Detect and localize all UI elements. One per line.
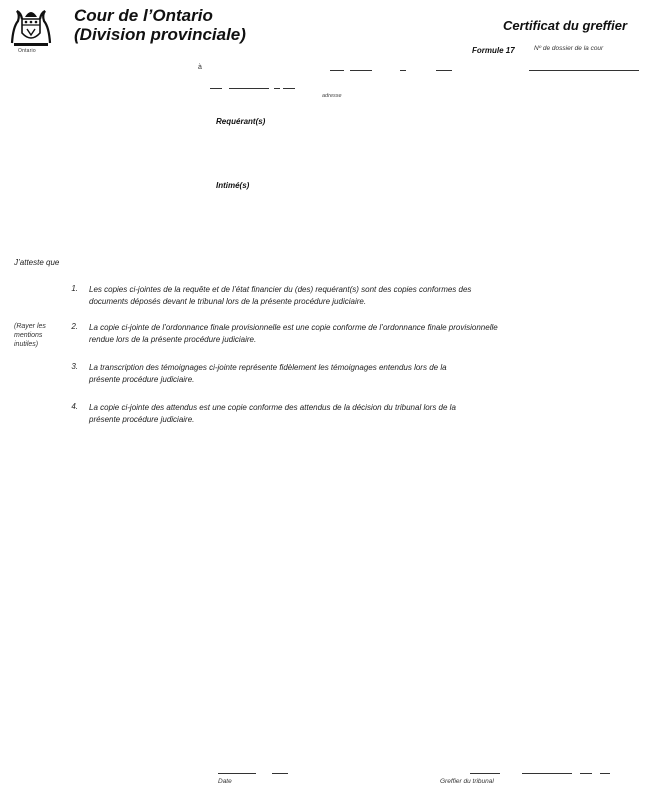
court-division: (Division provinciale) [74, 25, 246, 44]
crest-caption: Ontario [18, 48, 36, 54]
address-field-segment[interactable] [210, 88, 222, 89]
court-title [74, 6, 246, 44]
strike-out-note: (Rayer les mentions inutiles) [14, 323, 46, 348]
clerk-signature-segment[interactable] [580, 773, 592, 774]
location-field-segment[interactable] [350, 70, 372, 71]
court-file-number-field[interactable] [529, 70, 639, 71]
address-field-segment[interactable] [283, 88, 295, 89]
form-number: Formule 17 [472, 46, 515, 55]
attestation-item [89, 362, 609, 386]
clerk-signature-segment[interactable] [522, 773, 572, 774]
form-title: Certificat du greffier [503, 18, 628, 33]
address-caption: adresse [322, 93, 342, 99]
attestation-item [89, 284, 609, 308]
clerk-signature-segment[interactable] [470, 773, 500, 774]
clerk-signature-segment[interactable] [600, 773, 610, 774]
attestation-intro: J’atteste que [14, 258, 60, 267]
item-number: 2. [71, 322, 78, 331]
item-line: La copie ci-jointe des attendus est une copie conforme des attendus de la décision du tribunal lors de la [89, 403, 456, 412]
item-line: documents déposés devant le tribunal lors de la présente procédure judiciaire. [89, 297, 367, 306]
address-field-segment[interactable] [274, 88, 280, 89]
location-field-segment[interactable] [436, 70, 452, 71]
court-name: Cour de l’Ontario [74, 6, 213, 25]
clerk-label: Greffier du tribunal [440, 778, 494, 785]
location-a-label: à [198, 64, 202, 71]
item-number: 4. [71, 402, 78, 411]
court-file-number-label: Nº de dossier de la cour [534, 45, 604, 52]
date-field-segment[interactable] [218, 773, 256, 774]
item-line: présente procédure judiciaire. [89, 415, 195, 424]
ontario-crest-icon [10, 5, 52, 49]
attestation-item [89, 322, 609, 346]
attestation-item [89, 402, 609, 426]
item-line: La copie ci-jointe de l’ordonnance finale provisionnelle est une copie conforme de l’ordonnance finale provisionnelle [89, 323, 498, 332]
item-line: présente procédure judiciaire. [89, 375, 195, 384]
location-field-segment[interactable] [400, 70, 406, 71]
respondent-label: Intimé(s) [216, 181, 250, 190]
location-field-segment[interactable] [330, 70, 344, 71]
address-field-segment[interactable] [229, 88, 269, 89]
date-label: Date [218, 778, 232, 785]
applicant-label: Requérant(s) [216, 117, 266, 126]
item-line: rendue lors de la présente procédure judiciaire. [89, 335, 257, 344]
item-line: La transcription des témoignages ci-jointe représente fidèlement les témoignages entendus lors de la [89, 363, 447, 372]
date-field-segment[interactable] [272, 773, 288, 774]
item-line: Les copies ci-jointes de la requête et de l’état financier du (des) requérant(s) sont des copies conformes des [89, 285, 472, 294]
item-number: 3. [71, 362, 78, 371]
item-number: 1. [71, 284, 78, 293]
